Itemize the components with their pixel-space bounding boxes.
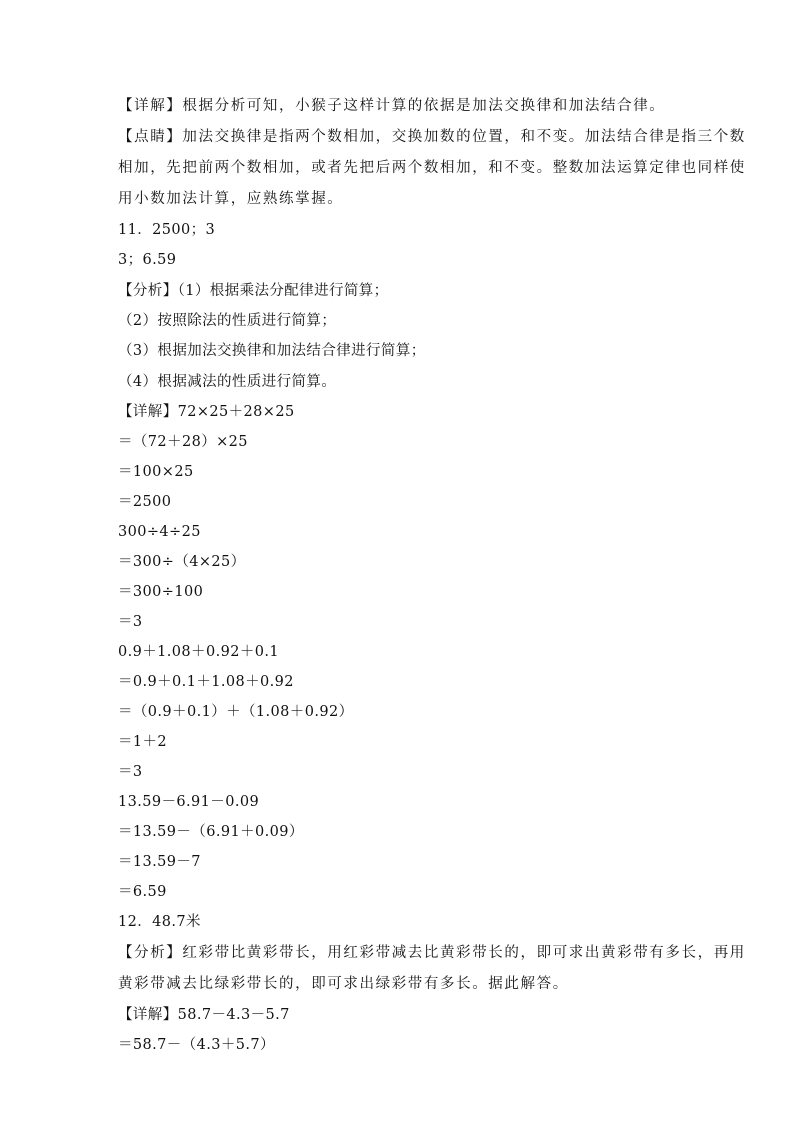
answer-11-line-1: 11．2500；3 [118,222,216,238]
calc-expression: 300÷4÷25 [118,524,201,540]
calc-step: ＝100×25 [118,464,194,480]
calc-step: ＝300÷（4×25） [118,554,246,570]
calc-step: ＝1＋2 [118,734,168,750]
calc-step: ＝13.59－（6.91＋0.09） [118,824,304,840]
analysis-q11-item-3: （3）根据加法交换律和加法结合律进行简算； [118,343,426,359]
tip-line-3: 用小数加法计算，应熟练掌握。 [118,191,344,207]
analysis-q11-intro: 【分析】（1）根据乘法分配律进行简算； [118,283,389,299]
calc-step: ＝2500 [118,494,172,510]
tip-line-2: 相加，先把前两个数相加，或者先把后两个数相加，和不变。整数加法运算定律也同样使 [118,160,746,176]
calc-step: ＝6.59 [118,884,167,900]
analysis-q11-item-4: （4）根据减法的性质进行简算。 [118,374,337,390]
detail-explanation-q10: 【详解】根据分析可知，小猴子这样计算的依据是加法交换律和加法结合律。 [118,98,666,114]
tip-line-1: 【点睛】加法交换律是指两个数相加，交换加数的位置，和不变。加法结合律是指三个数 [118,129,746,145]
analysis-q11-item-2: （2）按照除法的性质进行简算； [118,313,337,329]
detail-q12-calc-1: 【详解】58.7－4.3－5.7 [118,1007,290,1023]
calc-step: ＝300÷100 [118,584,204,600]
calc-step: ＝（0.9＋0.1）＋（1.08＋0.92） [118,704,354,720]
analysis-q12-line-2: 黄彩带减去比绿彩带长的，即可求出绿彩带有多长。据此解答。 [118,976,569,992]
calc-step: ＝3 [118,764,143,780]
calc-step: ＝（72＋28）×25 [118,434,248,450]
calc-step: ＝58.7－（4.3＋5.7） [118,1037,275,1053]
calc-step: ＝3 [118,614,143,630]
detail-q11-calc-1: 【详解】72×25＋28×25 [118,404,295,420]
calc-expression: 0.9＋1.08＋0.92＋0.1 [118,644,279,660]
calc-step: ＝13.59－7 [118,854,201,870]
calc-step: ＝0.9＋0.1＋1.08＋0.92 [118,674,294,690]
calc-expression: 13.59－6.91－0.09 [118,794,260,810]
answer-11-line-2: 3；6.59 [118,252,177,268]
answer-12: 12．48.7米 [118,914,201,930]
analysis-q12-line-1: 【分析】红彩带比黄彩带长，用红彩带减去比黄彩带长的，即可求出黄彩带有多长，再用 [118,945,746,961]
